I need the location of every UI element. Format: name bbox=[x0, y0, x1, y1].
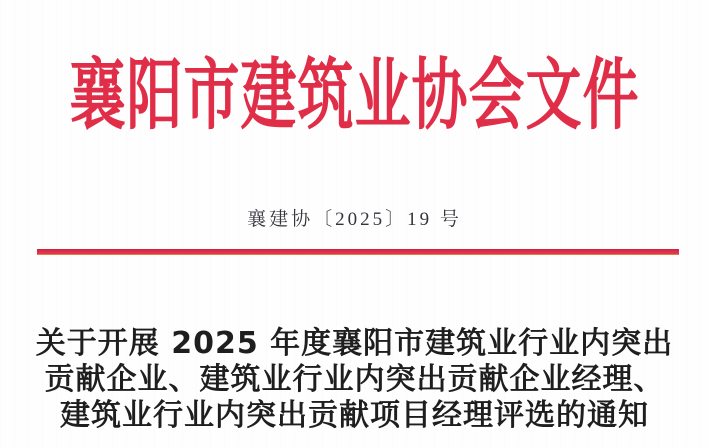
red-header-divider-line bbox=[37, 249, 679, 255]
notice-title-line-3: 建筑业行业内突出贡献项目经理评选的通知 bbox=[60, 398, 649, 433]
notice-title bbox=[0, 326, 709, 434]
notice-title-line-1: 关于开展 2025 年度襄阳市建筑业行业内突出 bbox=[35, 326, 674, 361]
organization-masthead-title: 襄阳市建筑业协会文件 bbox=[69, 49, 640, 142]
notice-title-line-2: 贡献企业、建筑业行业内突出贡献企业经理、 bbox=[44, 362, 665, 397]
document-reference-number: 襄建协〔2025〕19 号 bbox=[247, 209, 462, 230]
